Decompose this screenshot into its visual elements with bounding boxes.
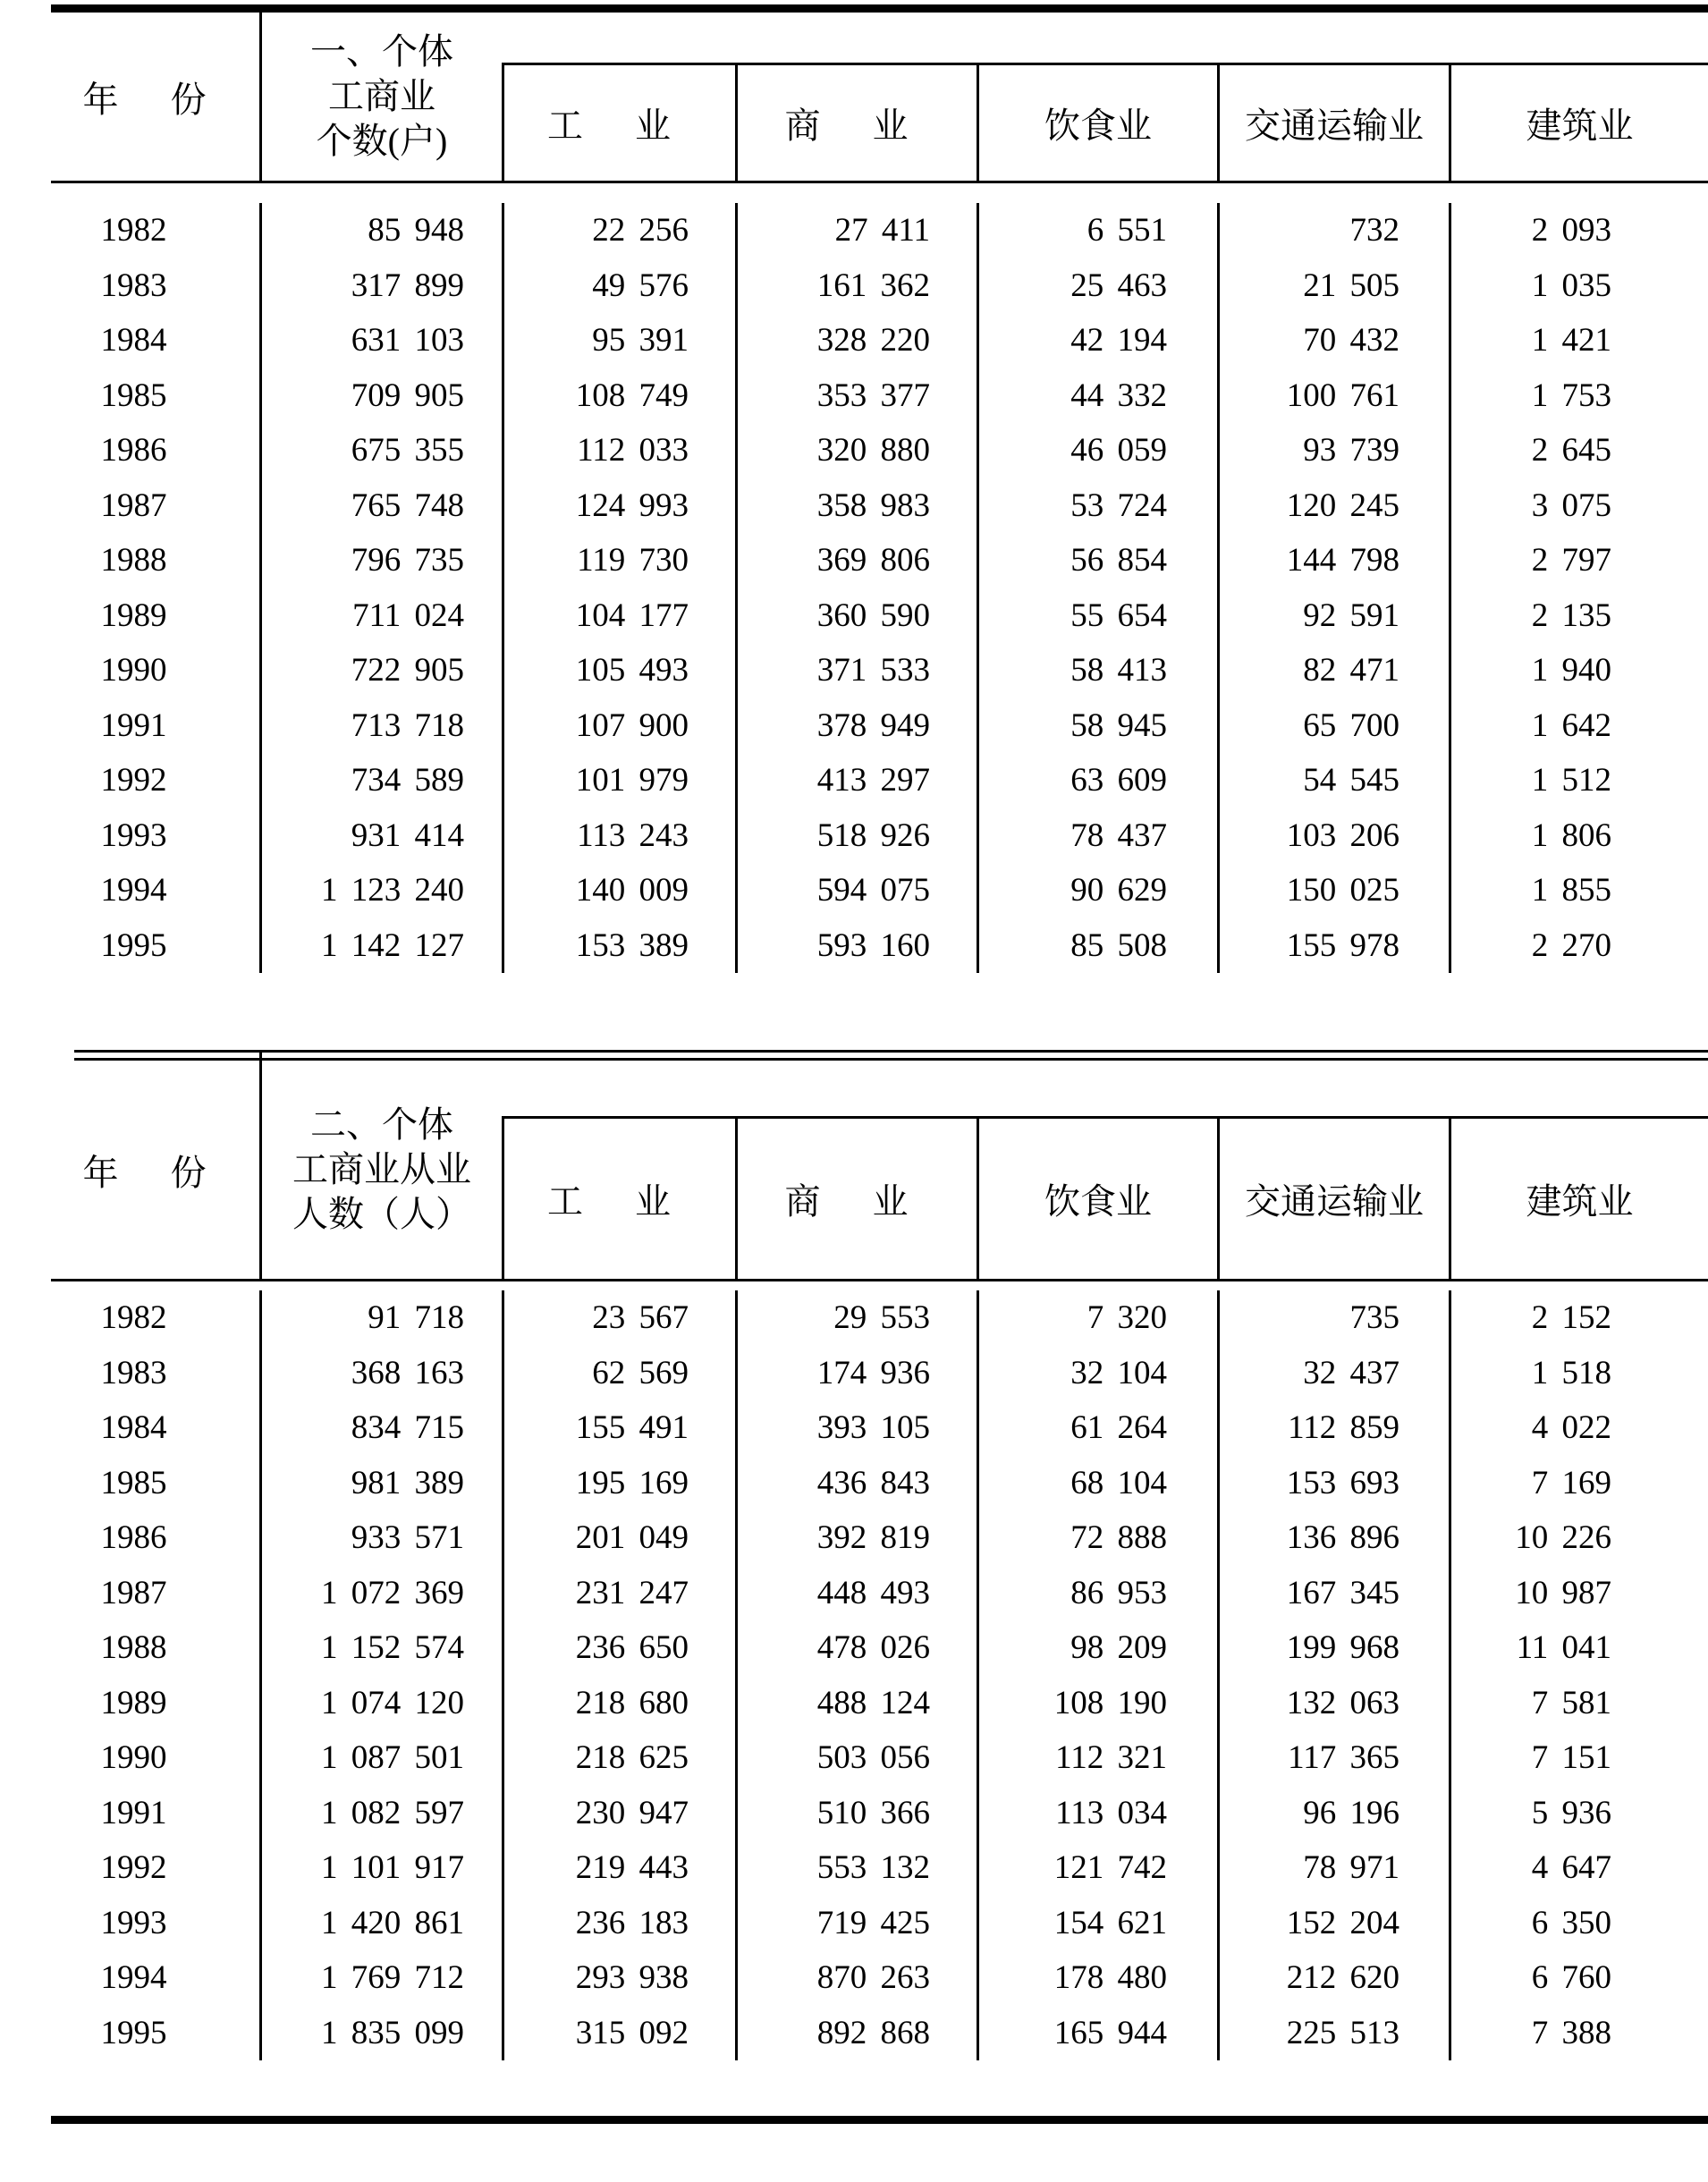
catering-cell: 68 104 — [977, 1456, 1217, 1511]
total-header-line2: 工商业从业 — [292, 1149, 471, 1189]
table-row — [51, 1676, 1708, 1731]
year-cell: 1995 — [100, 926, 167, 964]
catering-header-label: 饮食业 — [1044, 106, 1152, 146]
table-row — [51, 1290, 1708, 1346]
industry-cell: 236 183 — [502, 1896, 735, 1951]
year-header-label: 年 份 — [82, 1152, 228, 1193]
col-header-industry — [502, 13, 735, 181]
catering-cell: 78 437 — [977, 808, 1217, 864]
industry-header-label: 工 业 — [547, 106, 692, 146]
table-row — [51, 808, 1708, 864]
transport-cell: 100 761 — [1217, 368, 1449, 424]
industry-header-label: 工 业 — [547, 1181, 692, 1222]
commerce-cell: 870 263 — [735, 1950, 977, 2006]
year-cell: 1988 — [100, 542, 167, 579]
commerce-cell: 448 493 — [735, 1566, 977, 1621]
commerce-cell: 161 362 — [735, 258, 977, 314]
industry-cell: 153 389 — [502, 918, 735, 974]
total-cell: 1 142 127 — [259, 918, 502, 974]
year-cell: 1994 — [100, 872, 167, 909]
commerce-cell: 510 366 — [735, 1786, 977, 1841]
industry-cell: 293 938 — [502, 1950, 735, 2006]
industry-cell: 231 247 — [502, 1566, 735, 1621]
industry-cell: 62 569 — [502, 1346, 735, 1401]
construction-cell: 7 388 — [1449, 2006, 1708, 2061]
catering-cell: 108 190 — [977, 1676, 1217, 1731]
table-bottom-border — [51, 2116, 1708, 2124]
total-cell: 834 715 — [259, 1400, 502, 1456]
year-cell: 1983 — [100, 1354, 167, 1391]
construction-cell: 2 093 — [1449, 203, 1708, 258]
year-cell: 1983 — [100, 266, 167, 304]
construction-cell: 4 022 — [1449, 1400, 1708, 1456]
industry-cell: 218 625 — [502, 1730, 735, 1786]
commerce-cell: 413 297 — [735, 753, 977, 808]
commerce-cell: 378 949 — [735, 698, 977, 754]
commerce-cell: 174 936 — [735, 1346, 977, 1401]
industry-cell: 195 169 — [502, 1456, 735, 1511]
catering-cell: 61 264 — [977, 1400, 1217, 1456]
year-cell: 1992 — [100, 762, 167, 799]
commerce-cell: 328 220 — [735, 313, 977, 368]
transport-cell: 732 — [1217, 203, 1449, 258]
catering-cell: 165 944 — [977, 2006, 1217, 2061]
year-cell: 1989 — [100, 596, 167, 634]
table-top-border — [51, 4, 1708, 13]
industry-cell: 49 576 — [502, 258, 735, 314]
catering-cell: 121 742 — [977, 1840, 1217, 1896]
total-cell: 933 571 — [259, 1510, 502, 1566]
industry-cell: 105 493 — [502, 643, 735, 698]
total-cell: 734 589 — [259, 753, 502, 808]
transport-cell: 132 063 — [1217, 1676, 1449, 1731]
commerce-cell: 371 533 — [735, 643, 977, 698]
year-cell: 1984 — [100, 1409, 167, 1446]
table-row — [51, 1456, 1708, 1511]
total-cell: 765 748 — [259, 478, 502, 534]
table-row — [51, 698, 1708, 754]
total-cell: 1 420 861 — [259, 1896, 502, 1951]
construction-cell: 2 270 — [1449, 918, 1708, 974]
transport-cell: 199 968 — [1217, 1620, 1449, 1676]
transport-cell: 103 206 — [1217, 808, 1449, 864]
catering-cell: 90 629 — [977, 863, 1217, 918]
catering-cell: 44 332 — [977, 368, 1217, 424]
table-row — [51, 478, 1708, 534]
year-cell: 1989 — [100, 1684, 167, 1721]
catering-cell: 42 194 — [977, 313, 1217, 368]
total-cell: 1 087 501 — [259, 1730, 502, 1786]
total-cell: 1 072 369 — [259, 1566, 502, 1621]
commerce-cell: 392 819 — [735, 1510, 977, 1566]
year-cell: 1995 — [100, 2014, 167, 2051]
col-header-total — [259, 13, 502, 181]
col-header-commerce — [735, 1061, 977, 1279]
construction-header-label: 建筑业 — [1526, 1181, 1634, 1222]
construction-cell: 3 075 — [1449, 478, 1708, 534]
total-header-lines — [292, 1103, 471, 1237]
total-cell: 1 152 574 — [259, 1620, 502, 1676]
year-cell: 1987 — [100, 1574, 167, 1611]
construction-cell: 10 226 — [1449, 1510, 1708, 1566]
col-header-catering — [977, 1061, 1217, 1279]
section-divider-double-rule — [74, 1050, 1708, 1061]
commerce-cell: 719 425 — [735, 1896, 977, 1951]
section1-header-row — [51, 13, 1708, 183]
transport-cell: 150 025 — [1217, 863, 1449, 918]
transport-cell: 155 978 — [1217, 918, 1449, 974]
total-cell: 1 101 917 — [259, 1840, 502, 1896]
transport-cell: 735 — [1217, 1290, 1449, 1346]
total-cell: 722 905 — [259, 643, 502, 698]
transport-cell: 65 700 — [1217, 698, 1449, 754]
section1-body — [51, 183, 1708, 1050]
industry-cell: 101 979 — [502, 753, 735, 808]
construction-cell: 1 512 — [1449, 753, 1708, 808]
construction-cell: 1 642 — [1449, 698, 1708, 754]
table-row — [51, 368, 1708, 424]
commerce-header-label: 商 业 — [784, 106, 930, 146]
total-cell: 631 103 — [259, 313, 502, 368]
transport-cell: 120 245 — [1217, 478, 1449, 534]
col-header-total — [259, 1061, 502, 1279]
table-row — [51, 753, 1708, 808]
commerce-cell: 27 411 — [735, 203, 977, 258]
table-row — [51, 423, 1708, 478]
transport-cell: 32 437 — [1217, 1346, 1449, 1401]
year-cell: 1990 — [100, 652, 167, 689]
transport-cell: 152 204 — [1217, 1896, 1449, 1951]
section2-body — [51, 1281, 1708, 2116]
total-header-line1: 一、个体 — [310, 31, 453, 72]
col-header-commerce — [735, 13, 977, 181]
transport-cell: 225 513 — [1217, 2006, 1449, 2061]
table-row — [51, 1730, 1708, 1786]
construction-cell: 7 151 — [1449, 1730, 1708, 1786]
year-header-label: 年 份 — [82, 79, 228, 120]
col-header-year — [51, 13, 259, 181]
catering-cell: 63 609 — [977, 753, 1217, 808]
total-header-line2: 工商业 — [328, 76, 435, 116]
total-cell: 709 905 — [259, 368, 502, 424]
construction-cell: 1 035 — [1449, 258, 1708, 314]
transport-cell: 93 739 — [1217, 423, 1449, 478]
catering-cell: 112 321 — [977, 1730, 1217, 1786]
commerce-cell: 436 843 — [735, 1456, 977, 1511]
construction-cell: 2 152 — [1449, 1290, 1708, 1346]
year-cell: 1991 — [100, 706, 167, 744]
year-cell: 1993 — [100, 816, 167, 854]
construction-cell: 1 421 — [1449, 313, 1708, 368]
table-row — [51, 1346, 1708, 1401]
catering-cell: 55 654 — [977, 588, 1217, 644]
commerce-cell: 892 868 — [735, 2006, 977, 2061]
construction-cell: 10 987 — [1449, 1566, 1708, 1621]
catering-cell: 58 413 — [977, 643, 1217, 698]
industry-cell: 108 749 — [502, 368, 735, 424]
commerce-cell: 478 026 — [735, 1620, 977, 1676]
industry-cell: 315 092 — [502, 2006, 735, 2061]
construction-cell: 6 350 — [1449, 1896, 1708, 1951]
section-households — [51, 13, 1708, 1050]
col-header-industry — [502, 1061, 735, 1279]
catering-cell: 46 059 — [977, 423, 1217, 478]
transport-cell: 212 620 — [1217, 1950, 1449, 2006]
table-row — [51, 313, 1708, 368]
col-header-construction — [1449, 1061, 1708, 1279]
total-cell: 1 082 597 — [259, 1786, 502, 1841]
commerce-cell: 369 806 — [735, 533, 977, 588]
total-cell: 1 123 240 — [259, 863, 502, 918]
year-cell: 1994 — [100, 1959, 167, 1996]
table-row — [51, 533, 1708, 588]
commerce-header-label: 商 业 — [784, 1181, 930, 1222]
industry-cell: 23 567 — [502, 1290, 735, 1346]
year-cell: 1988 — [100, 1629, 167, 1666]
commerce-cell: 320 880 — [735, 423, 977, 478]
catering-cell: 154 621 — [977, 1896, 1217, 1951]
catering-cell: 98 209 — [977, 1620, 1217, 1676]
table-row — [51, 1566, 1708, 1621]
industry-cell: 119 730 — [502, 533, 735, 588]
commerce-cell: 488 124 — [735, 1676, 977, 1731]
industry-cell: 113 243 — [502, 808, 735, 864]
catering-cell: 178 480 — [977, 1950, 1217, 2006]
commerce-cell: 393 105 — [735, 1400, 977, 1456]
construction-cell: 1 806 — [1449, 808, 1708, 864]
construction-cell: 4 647 — [1449, 1840, 1708, 1896]
col-header-transport — [1217, 13, 1449, 181]
year-cell: 1984 — [100, 322, 167, 359]
table-row — [51, 203, 1708, 258]
catering-cell: 56 854 — [977, 533, 1217, 588]
catering-cell: 113 034 — [977, 1786, 1217, 1841]
table-row — [51, 588, 1708, 644]
transport-cell: 70 432 — [1217, 313, 1449, 368]
table-row — [51, 1510, 1708, 1566]
construction-cell: 2 645 — [1449, 423, 1708, 478]
total-cell: 368 163 — [259, 1346, 502, 1401]
industry-cell: 107 900 — [502, 698, 735, 754]
total-header-line3: 个数(户) — [316, 121, 448, 161]
total-cell: 796 735 — [259, 533, 502, 588]
commerce-cell: 358 983 — [735, 478, 977, 534]
total-cell: 1 769 712 — [259, 1950, 502, 2006]
transport-cell: 21 505 — [1217, 258, 1449, 314]
construction-cell: 1 518 — [1449, 1346, 1708, 1401]
industry-cell: 201 049 — [502, 1510, 735, 1566]
total-cell: 711 024 — [259, 588, 502, 644]
construction-cell: 11 041 — [1449, 1620, 1708, 1676]
industry-cell: 95 391 — [502, 313, 735, 368]
commerce-cell: 594 075 — [735, 863, 977, 918]
year-cell: 1982 — [100, 1299, 167, 1336]
industry-cell: 22 256 — [502, 203, 735, 258]
table-row — [51, 863, 1708, 918]
year-cell: 1982 — [100, 212, 167, 249]
total-cell: 713 718 — [259, 698, 502, 754]
year-cell: 1991 — [100, 1794, 167, 1831]
transport-cell: 112 859 — [1217, 1400, 1449, 1456]
col-header-year — [51, 1061, 259, 1279]
total-header-line3: 人数（人） — [292, 1194, 471, 1234]
total-cell: 931 414 — [259, 808, 502, 864]
commerce-cell: 353 377 — [735, 368, 977, 424]
industry-cell: 112 033 — [502, 423, 735, 478]
catering-cell: 32 104 — [977, 1346, 1217, 1401]
section-employees — [51, 1061, 1708, 2116]
table-row — [51, 1840, 1708, 1896]
table-row — [51, 643, 1708, 698]
construction-cell: 7 169 — [1449, 1456, 1708, 1511]
table-row — [51, 1620, 1708, 1676]
industry-cell: 230 947 — [502, 1786, 735, 1841]
industry-cell: 124 993 — [502, 478, 735, 534]
divider-column-joint — [259, 1050, 262, 1061]
catering-cell: 53 724 — [977, 478, 1217, 534]
transport-cell: 82 471 — [1217, 643, 1449, 698]
table-row — [51, 1786, 1708, 1841]
col-header-transport — [1217, 1061, 1449, 1279]
transport-cell: 92 591 — [1217, 588, 1449, 644]
total-cell: 91 718 — [259, 1290, 502, 1346]
construction-header-label: 建筑业 — [1526, 106, 1634, 146]
industry-cell: 104 177 — [502, 588, 735, 644]
year-cell: 1993 — [100, 1904, 167, 1941]
catering-cell: 86 953 — [977, 1566, 1217, 1621]
col-header-catering — [977, 13, 1217, 181]
table-row — [51, 1896, 1708, 1951]
catering-cell: 72 888 — [977, 1510, 1217, 1566]
section2-header-row — [51, 1061, 1708, 1281]
total-cell: 317 899 — [259, 258, 502, 314]
commerce-cell: 360 590 — [735, 588, 977, 644]
transport-cell: 167 345 — [1217, 1566, 1449, 1621]
commerce-cell: 553 132 — [735, 1840, 977, 1896]
year-cell: 1987 — [100, 486, 167, 524]
total-cell: 981 389 — [259, 1456, 502, 1511]
commerce-cell: 29 553 — [735, 1290, 977, 1346]
transport-cell: 78 971 — [1217, 1840, 1449, 1896]
transport-header-label: 交通运输业 — [1245, 106, 1424, 146]
table-area — [51, 0, 1708, 2124]
catering-header-label: 饮食业 — [1044, 1181, 1152, 1222]
construction-cell: 2 135 — [1449, 588, 1708, 644]
catering-cell: 25 463 — [977, 258, 1217, 314]
industry-cell: 155 491 — [502, 1400, 735, 1456]
industry-cell: 218 680 — [502, 1676, 735, 1731]
table-row — [51, 1950, 1708, 2006]
construction-cell: 5 936 — [1449, 1786, 1708, 1841]
year-cell: 1986 — [100, 1519, 167, 1556]
transport-cell: 96 196 — [1217, 1786, 1449, 1841]
catering-cell: 85 508 — [977, 918, 1217, 974]
commerce-cell: 593 160 — [735, 918, 977, 974]
total-cell: 85 948 — [259, 203, 502, 258]
construction-cell: 7 581 — [1449, 1676, 1708, 1731]
commerce-cell: 518 926 — [735, 808, 977, 864]
transport-cell: 144 798 — [1217, 533, 1449, 588]
table-row — [51, 2006, 1708, 2061]
total-header-line1: 二、个体 — [310, 1104, 453, 1145]
transport-header-label: 交通运输业 — [1245, 1181, 1424, 1222]
table-row — [51, 258, 1708, 314]
transport-cell: 54 545 — [1217, 753, 1449, 808]
construction-cell: 1 940 — [1449, 643, 1708, 698]
table-row — [51, 1400, 1708, 1456]
year-cell: 1985 — [100, 1464, 167, 1501]
total-cell: 1 074 120 — [259, 1676, 502, 1731]
year-cell: 1992 — [100, 1849, 167, 1886]
commerce-cell: 503 056 — [735, 1730, 977, 1786]
total-cell: 1 835 099 — [259, 2006, 502, 2061]
table-row — [51, 918, 1708, 974]
industry-cell: 219 443 — [502, 1840, 735, 1896]
total-cell: 675 355 — [259, 423, 502, 478]
total-header-lines — [310, 30, 453, 164]
year-cell: 1986 — [100, 432, 167, 469]
year-cell: 1985 — [100, 376, 167, 414]
catering-cell: 7 320 — [977, 1290, 1217, 1346]
construction-cell: 2 797 — [1449, 533, 1708, 588]
industry-cell: 236 650 — [502, 1620, 735, 1676]
year-cell: 1990 — [100, 1739, 167, 1776]
construction-cell: 6 760 — [1449, 1950, 1708, 2006]
industry-cell: 140 009 — [502, 863, 735, 918]
construction-cell: 1 753 — [1449, 368, 1708, 424]
col-header-construction — [1449, 13, 1708, 181]
construction-cell: 1 855 — [1449, 863, 1708, 918]
catering-cell: 6 551 — [977, 203, 1217, 258]
catering-cell: 58 945 — [977, 698, 1217, 754]
transport-cell: 117 365 — [1217, 1730, 1449, 1786]
transport-cell: 153 693 — [1217, 1456, 1449, 1511]
transport-cell: 136 896 — [1217, 1510, 1449, 1566]
